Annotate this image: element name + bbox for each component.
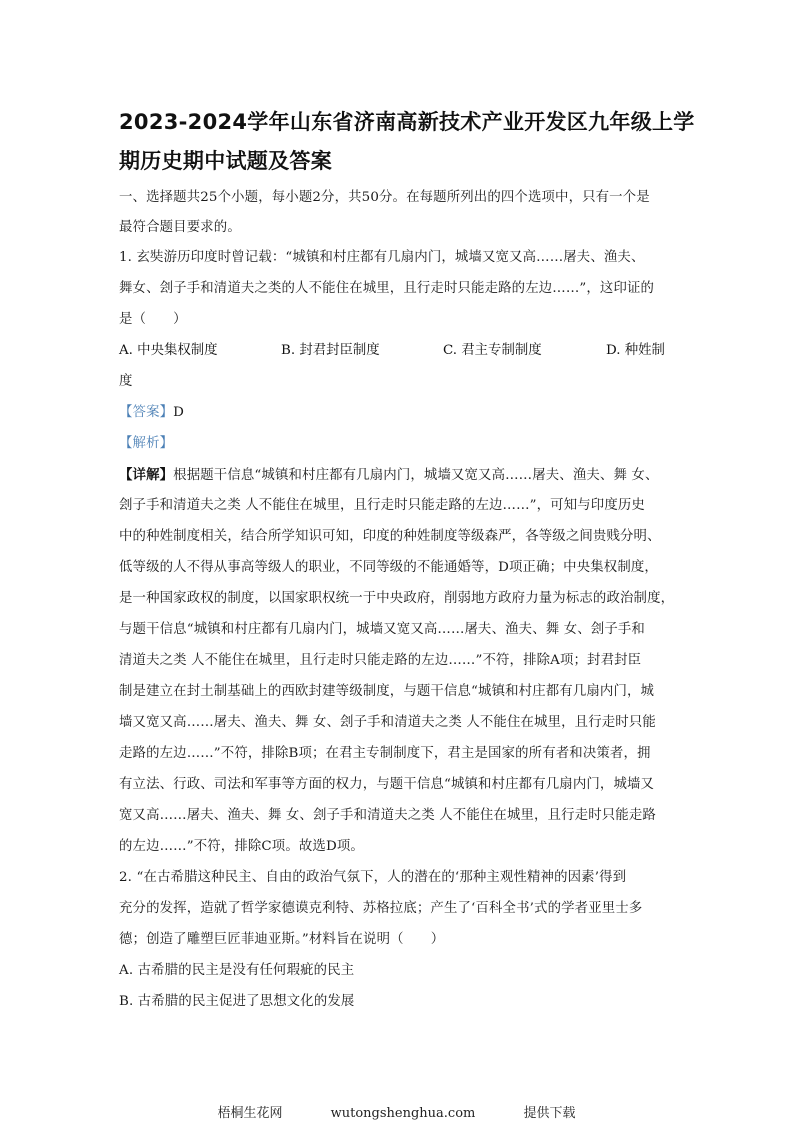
footer-note: 提供下载 bbox=[523, 1106, 576, 1121]
question-1-stem-line-3: 是（ ） bbox=[119, 312, 187, 327]
option-a: A. 中央集权制度 bbox=[119, 343, 218, 358]
detail-line-5: 是一种国家政权的制度，以国家职权统一于中央政府，削弱地方政府力量为标志的政治制度， bbox=[119, 591, 675, 606]
detail-line-2: 刽子手和清道夫之类 人不能住在城里，且行走时只能走路的左边……”，可知与印度历史 bbox=[119, 498, 645, 513]
footer-url: wutongshenghua.com bbox=[330, 1106, 476, 1121]
detail-line-13: 的左边……”不符，排除C项。故选D项。 bbox=[119, 839, 364, 854]
document-title-line-1: 2023-2024学年山东省济南高新技术产业开发区九年级上学 bbox=[119, 110, 695, 134]
option-d: D. 种姓制 bbox=[606, 343, 665, 358]
analysis-tag: 【解析】 bbox=[119, 436, 174, 451]
detail-line-6: 与题干信息“城镇和村庄都有几扇内门，城墙又宽又高……屠夫、渔夫、舞 女、刽子手和 bbox=[119, 622, 645, 637]
detail-tag: 【详解】 bbox=[119, 467, 174, 483]
question-2-stem-line-1: 2. “在古希腊这种民主、自由的政治气氛下，人的潜在的‘那种主观性精神的因素’得到 bbox=[119, 870, 627, 885]
footer-site-name: 梧桐生花网 bbox=[217, 1106, 283, 1121]
detail-text-1: 根据题干信息“城镇和村庄都有几扇内门，城墙又宽又高……屠夫、渔夫、舞 女、 bbox=[173, 468, 659, 483]
detail-line-9: 墙又宽又高……屠夫、渔夫、舞 女、刽子手和清道夫之类 人不能住在城里，且行走时只能 bbox=[119, 715, 656, 730]
section-intro-line-2: 最符合题目要求的。 bbox=[119, 220, 241, 235]
detail-line-7: 清道夫之类 人不能住在城里，且行走时只能走路的左边……”不符，排除A项；封君封臣 bbox=[119, 653, 642, 668]
answer-value: D bbox=[173, 405, 185, 420]
answer-tag: 【答案】 bbox=[119, 405, 174, 420]
detail-line-12: 宽又高……屠夫、渔夫、舞 女、刽子手和清道夫之类 人不能住在城里，且行走时只能走路 bbox=[119, 808, 656, 823]
section-intro-line-1: 一、选择题共25个小题，每小题2分，共50分。在每题所列出的四个选项中，只有一个是 bbox=[119, 190, 650, 205]
question-1-stem-line-2: 舞女、刽子手和清道夫之类的人不能住在城里，且行走时只能走路的左边……”，这印证的 bbox=[119, 281, 655, 296]
analysis-line bbox=[119, 435, 679, 453]
document-title-line-2: 期历史期中试题及答案 bbox=[119, 149, 332, 173]
detail-line-11: 有立法、行政、司法和军事等方面的权力，与题干信息“城镇和村庄都有几扇内门，城墙又 bbox=[119, 777, 655, 792]
detail-line-3: 中的种姓制度相关，结合所学知识可知，印度的种姓制度等级森严，各等级之间贵贱分明、 bbox=[119, 529, 661, 544]
question-1-stem-line-1: 1. 玄奘游历印度时曾记载：“城镇和村庄都有几扇内门，城墙又宽又高……屠夫、渔夫、 bbox=[119, 250, 645, 265]
option-b: B. 封君封臣制度 bbox=[281, 343, 380, 358]
answer-line bbox=[119, 404, 679, 422]
question-2-stem-line-2: 充分的发挥，造就了哲学家德谟克利特、苏格拉底；产生了‘百科全书’式的学者亚里士多 bbox=[119, 901, 643, 916]
detail-line-4: 低等级的人不得从事高等级人的职业，不同等级的不能通婚等，D项正确；中央集权制度， bbox=[119, 560, 658, 575]
detail-line-8: 制是建立在封土制基础上的西欧封建等级制度，与题干信息“城镇和村庄都有几扇内门，城 bbox=[119, 684, 655, 699]
option-c: C. 君主专制制度 bbox=[443, 343, 542, 358]
page-footer bbox=[0, 1102, 793, 1121]
option-d-overflow: 度 bbox=[119, 374, 133, 389]
question-2-option-b: B. 古希腊的民主促进了思想文化的发展 bbox=[119, 994, 355, 1009]
question-2-option-a: A. 古希腊的民主是没有任何瑕疵的民主 bbox=[119, 963, 355, 978]
detail-line-1 bbox=[119, 466, 679, 485]
detail-line-10: 走路的左边……”不符，排除B项；在君主专制制度下，君主是国家的所有者和决策者，拥 bbox=[119, 746, 651, 761]
question-2-stem-line-3: 德；创造了雕塑巨匠菲迪亚斯。”材料旨在说明（ ） bbox=[119, 932, 445, 947]
